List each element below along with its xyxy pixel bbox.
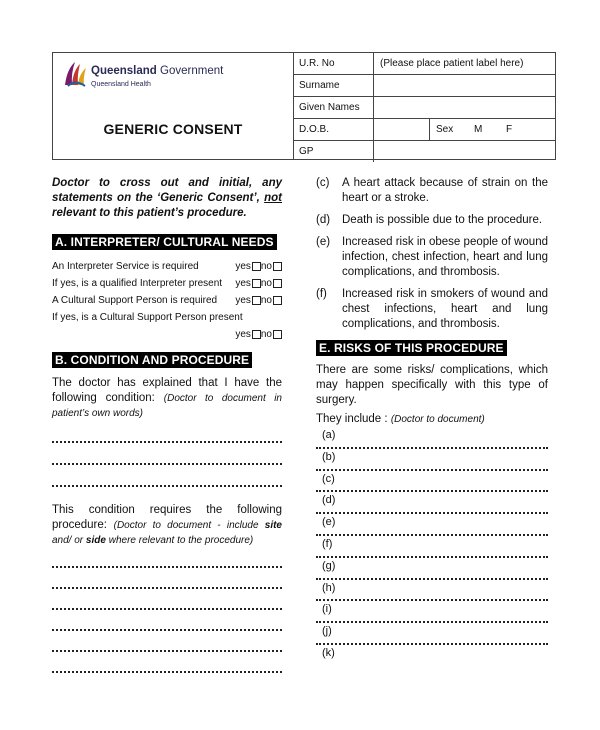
risk-line-i[interactable]: (i) [316, 601, 548, 623]
question-cultural-support-present: If yes, is a Cultural Support Person present [52, 312, 243, 323]
gp-field[interactable] [374, 141, 556, 163]
risk-line-e[interactable]: (e) [316, 514, 548, 536]
general-risk-d: (d) Death is possible due to the procedure. [316, 214, 543, 226]
section-b-heading: B. CONDITION AND PROCEDURE [52, 352, 252, 368]
left-column [52, 176, 282, 673]
general-risk-f: (f) Increased risk in smokers of wound and chest infections, heart and lung complications, and thrombosis. [316, 288, 548, 330]
question-cultural-support-present-answer: yes no [52, 326, 282, 343]
gp-label: GP [293, 141, 374, 163]
yes-checkbox[interactable] [252, 279, 261, 288]
risk-line-a[interactable]: (a) [316, 427, 548, 449]
surname-field[interactable] [374, 75, 556, 97]
risk-line-c[interactable]: (c) [316, 471, 548, 493]
given-names-label: Given Names [293, 97, 374, 119]
patient-label-table [293, 53, 555, 162]
risk-line-h[interactable]: (h) [316, 580, 548, 602]
risk-line-b[interactable]: (b) [316, 449, 548, 471]
condition-lines[interactable] [52, 441, 282, 487]
given-names-field[interactable] [374, 97, 556, 119]
specific-risks-paragraph: There are some risks/ complications, which may happen specifically with this type of surgery. [316, 364, 548, 406]
no-checkbox[interactable] [273, 296, 282, 305]
question-cultural-support-required: A Cultural Support Person is required yes no [52, 292, 282, 309]
dob-field[interactable] [374, 119, 430, 140]
section-b [52, 351, 282, 673]
risk-line-d[interactable]: (d) [316, 492, 548, 514]
risk-line-k[interactable]: (k) [322, 646, 335, 659]
no-checkbox[interactable] [273, 262, 282, 271]
procedure-paragraph: This condition requires the following procedure: (Doctor to document - include site and/ or side where relevant to the procedure) [52, 504, 282, 546]
they-include-label: They include : (Doctor to document) [316, 413, 485, 425]
section-a-heading: A. INTERPRETER/ CULTURAL NEEDS [52, 234, 277, 250]
risk-line-j[interactable]: (j) [316, 623, 548, 645]
section-a [52, 233, 282, 343]
org-subtitle: Queensland Health [91, 81, 151, 88]
section-e-heading: E. RISKS OF THIS PROCEDURE [316, 340, 507, 356]
header-left-panel [53, 53, 294, 159]
question-interpreter-required: An Interpreter Service is required yes no [52, 258, 282, 275]
queensland-government-logo [61, 59, 281, 93]
yes-checkbox[interactable] [252, 296, 261, 305]
dob-label: D.O.B. [293, 119, 374, 141]
yes-checkbox[interactable] [252, 330, 261, 339]
question-interpreter-present: If yes, is a qualified Interpreter present yes no [52, 275, 282, 292]
general-risk-c: (c) A heart attack because of strain on the heart or a stroke. [316, 177, 548, 204]
risk-line-g[interactable]: (g) [316, 558, 548, 580]
ur-no-label: U.R. No [293, 53, 374, 75]
procedure-risks-list [316, 427, 548, 667]
document-title: GENERIC CONSENT [103, 121, 243, 137]
risk-line-f[interactable]: (f) [316, 536, 548, 558]
right-column [316, 176, 548, 667]
dob-sex-cell [374, 119, 556, 141]
procedure-lines[interactable] [52, 566, 282, 673]
queensland-crest-icon [61, 59, 89, 89]
form-header [52, 52, 556, 160]
no-checkbox[interactable] [273, 279, 282, 288]
yes-checkbox[interactable] [252, 262, 261, 271]
sex-male[interactable]: M [474, 124, 483, 135]
surname-label: Surname [293, 75, 374, 97]
sex-label: Sex [436, 124, 454, 135]
condition-paragraph: The doctor has explained that I have the following condition: (Doctor to document in patient’s own words) [52, 377, 282, 419]
org-name: Queensland Government [91, 65, 224, 77]
patient-label-placeholder: (Please place patient label here) [374, 53, 556, 75]
doctor-instruction: Doctor to cross out and initial, any statements on the ‘Generic Consent’, not relevant to this patient’s procedure. [52, 177, 282, 219]
no-checkbox[interactable] [273, 330, 282, 339]
general-risk-e: (e) Increased risk in obese people of wound infection, chest infection, heart and lung complications, and thrombosis. [316, 236, 548, 278]
section-e [316, 339, 548, 667]
sex-female[interactable]: F [506, 124, 513, 135]
